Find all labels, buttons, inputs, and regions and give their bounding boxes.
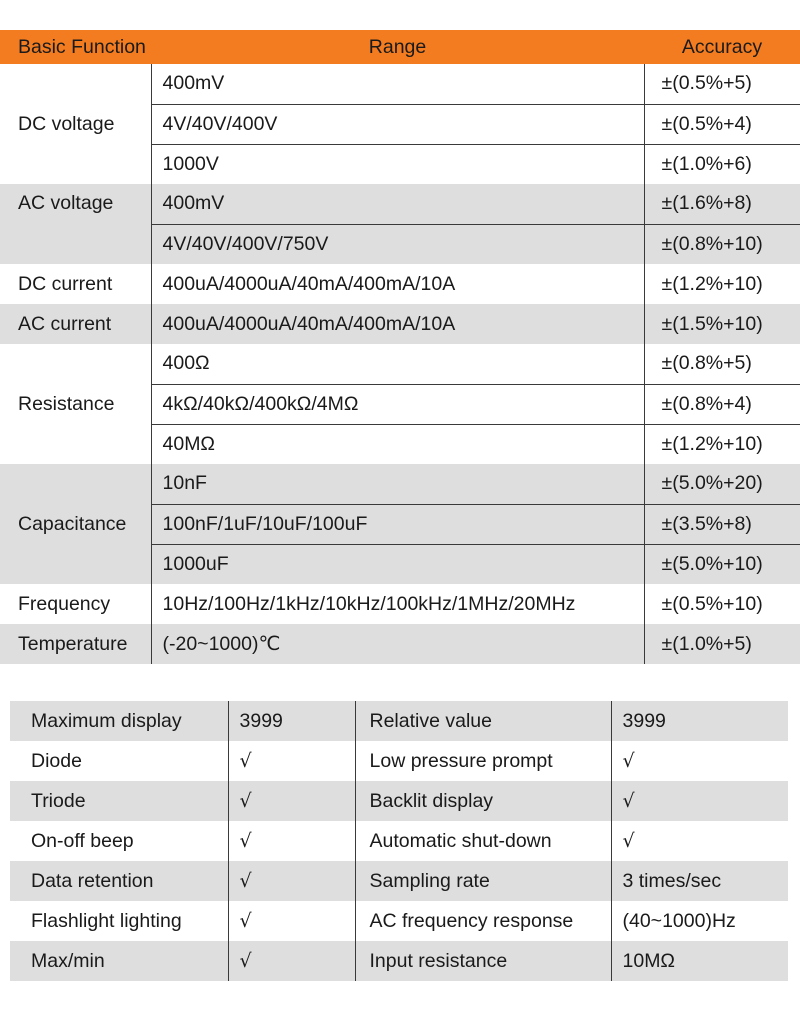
function-name: Capacitance — [0, 464, 151, 584]
feature-name: Relative value — [355, 701, 611, 741]
range-cell: 4V/40V/400V — [151, 104, 644, 144]
range-cell: 4V/40V/400V/750V — [151, 224, 644, 264]
feature-value: 10MΩ — [611, 941, 788, 981]
accuracy-cell: ±(1.2%+10) — [644, 424, 800, 464]
range-cell: 400mV — [151, 184, 644, 224]
accuracy-cell: ±(0.5%+5) — [644, 64, 800, 104]
accuracy-cell: ±(1.0%+6) — [644, 144, 800, 184]
check-mark: √ — [611, 741, 788, 781]
range-cell: 400uA/4000uA/40mA/400mA/10A — [151, 304, 644, 344]
check-mark: √ — [228, 861, 355, 901]
function-name: AC current — [0, 304, 151, 344]
range-cell: 10Hz/100Hz/1kHz/10kHz/100kHz/1MHz/20MHz — [151, 584, 644, 624]
accuracy-cell: ±(1.2%+10) — [644, 264, 800, 304]
range-cell: 10nF — [151, 464, 644, 504]
function-name: AC voltage — [0, 184, 151, 264]
feature-name: Maximum display — [10, 701, 228, 741]
accuracy-cell: ±(1.6%+8) — [644, 184, 800, 224]
header-basic-function: Basic Function — [0, 30, 151, 64]
accuracy-cell: ±(3.5%+8) — [644, 504, 800, 544]
feature-row — [10, 861, 788, 901]
accuracy-cell: ±(0.5%+10) — [644, 584, 800, 624]
accuracy-cell: ±(5.0%+20) — [644, 464, 800, 504]
feature-name: Triode — [10, 781, 228, 821]
spec-row — [0, 464, 800, 504]
feature-row — [10, 701, 788, 741]
function-name: DC voltage — [0, 64, 151, 184]
feature-row — [10, 741, 788, 781]
check-mark: √ — [228, 741, 355, 781]
range-cell: 1000uF — [151, 544, 644, 584]
accuracy-cell: ±(1.5%+10) — [644, 304, 800, 344]
spec-table — [0, 30, 800, 664]
function-name: DC current — [0, 264, 151, 304]
check-mark: √ — [611, 821, 788, 861]
feature-row — [10, 901, 788, 941]
spec-row — [0, 344, 800, 384]
accuracy-cell: ±(5.0%+10) — [644, 544, 800, 584]
range-cell: 400Ω — [151, 344, 644, 384]
feature-name: Backlit display — [355, 781, 611, 821]
spec-row — [0, 304, 800, 344]
range-cell: 40MΩ — [151, 424, 644, 464]
function-name: Resistance — [0, 344, 151, 464]
range-cell: 100nF/1uF/10uF/100uF — [151, 504, 644, 544]
feature-name: Flashlight lighting — [10, 901, 228, 941]
feature-name: On-off beep — [10, 821, 228, 861]
check-mark: √ — [228, 781, 355, 821]
header-accuracy: Accuracy — [644, 30, 800, 64]
feature-row — [10, 941, 788, 981]
feature-value: 3999 — [228, 701, 355, 741]
accuracy-cell: ±(1.0%+5) — [644, 624, 800, 664]
range-cell: (-20~1000)℃ — [151, 624, 644, 664]
accuracy-cell: ±(0.5%+4) — [644, 104, 800, 144]
accuracy-cell: ±(0.8%+4) — [644, 384, 800, 424]
range-cell: 4kΩ/40kΩ/400kΩ/4MΩ — [151, 384, 644, 424]
feature-name: Input resistance — [355, 941, 611, 981]
spec-row — [0, 184, 800, 224]
function-name: Temperature — [0, 624, 151, 664]
range-cell: 400mV — [151, 64, 644, 104]
accuracy-cell: ±(0.8%+5) — [644, 344, 800, 384]
feature-name: Data retention — [10, 861, 228, 901]
feature-name: Low pressure prompt — [355, 741, 611, 781]
feature-name: Automatic shut-down — [355, 821, 611, 861]
spec-row — [0, 624, 800, 664]
feature-row — [10, 781, 788, 821]
header-range: Range — [151, 30, 644, 64]
check-mark: √ — [228, 941, 355, 981]
feature-name: Diode — [10, 741, 228, 781]
range-cell: 400uA/4000uA/40mA/400mA/10A — [151, 264, 644, 304]
check-mark: √ — [228, 821, 355, 861]
feature-value: (40~1000)Hz — [611, 901, 788, 941]
spec-row — [0, 64, 800, 104]
check-mark: √ — [611, 781, 788, 821]
accuracy-cell: ±(0.8%+10) — [644, 224, 800, 264]
feature-value: 3999 — [611, 701, 788, 741]
function-name: Frequency — [0, 584, 151, 624]
range-cell: 1000V — [151, 144, 644, 184]
feature-value: 3 times/sec — [611, 861, 788, 901]
feature-name: Sampling rate — [355, 861, 611, 901]
feature-table — [10, 701, 788, 981]
feature-name: Max/min — [10, 941, 228, 981]
spec-row — [0, 264, 800, 304]
spec-row — [0, 584, 800, 624]
feature-name: AC frequency response — [355, 901, 611, 941]
spec-header-row — [0, 30, 800, 64]
check-mark: √ — [228, 901, 355, 941]
feature-row — [10, 821, 788, 861]
